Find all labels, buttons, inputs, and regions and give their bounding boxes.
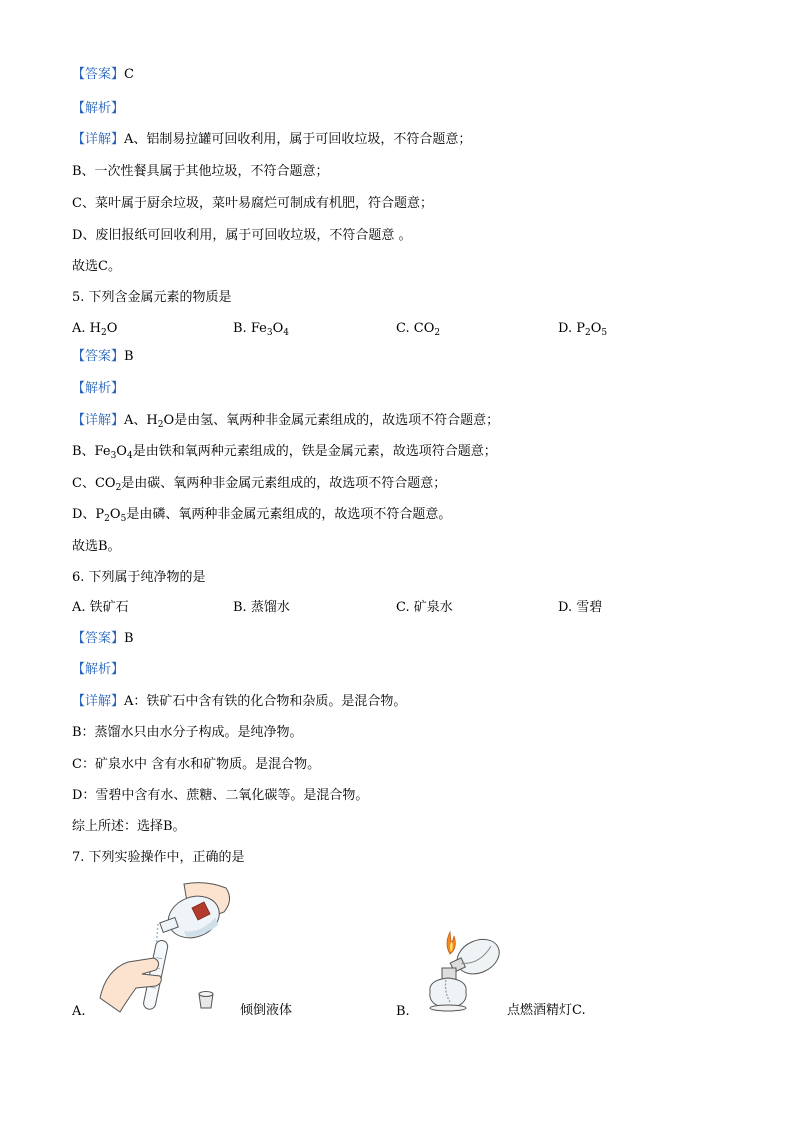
q4-detail-b: B、一次性餐具属于其他垃圾，不符合题意；: [72, 164, 329, 179]
q7-option-b-label: B.: [396, 1004, 410, 1019]
q6-option-a: A. 铁矿石: [72, 600, 129, 615]
q5-option-a: A. $H_2O$: [72, 321, 118, 338]
q7-stem: 7. 下列实验操作中，正确的是: [72, 850, 245, 865]
answer-tag: 【答案】: [72, 67, 125, 82]
q6-detail-b: B：蒸馏水只由水分子构成。是纯净物。: [72, 725, 303, 740]
q5-stem: 5. 下列含金属元素的物质是: [72, 290, 232, 305]
q6-detail-d: D：雪碧中含有水、蔗糖、二氧化碳等。是混合物。: [72, 788, 369, 803]
q5-conclusion: 故选B。: [72, 539, 121, 554]
q4-detail-a: [72, 131, 471, 149]
q6-option-d: D. 雪碧: [558, 600, 603, 615]
detail-text: A、铝制易拉罐可回收利用，属于可回收垃圾，不符合题意；: [124, 132, 472, 147]
q7-option-b-caption: 点燃酒精灯C.: [507, 1003, 586, 1018]
answer-value: C: [124, 67, 134, 82]
alcohol-lamp-figure: [420, 922, 510, 1018]
q5-detail-b: B、$Fe_3O_4$是由铁和氧两种元素组成的，铁是金属元素，故选项符合题意；: [72, 444, 497, 461]
analysis-tag: 【解析】: [72, 101, 125, 116]
q6-detail-c: C：矿泉水中 含有水和矿物质。是混合物。: [72, 757, 321, 772]
q6-detail-a: [72, 693, 406, 711]
detail-tag: 【详解】: [72, 413, 125, 428]
q4-detail-c: C、菜叶属于厨余垃圾，菜叶易腐烂可制成有机肥，符合题意；: [72, 196, 433, 211]
detail-tag: 【详解】: [72, 694, 125, 709]
q6-stem: 6. 下列属于纯净物的是: [72, 570, 206, 585]
analysis-tag: 【解析】: [72, 662, 125, 677]
q5-option-d: D. $P_2O_5$: [558, 321, 608, 338]
pouring-liquid-figure: [96, 878, 246, 1018]
q4-answer: [72, 66, 134, 84]
q6-conclusion: 综上所述：选择B。: [72, 819, 186, 834]
q4-detail-d: D、废旧报纸可回收利用，属于可回收垃圾，不符合题意 。: [72, 228, 412, 243]
analysis-tag: 【解析】: [72, 381, 125, 396]
q5-answer: [72, 348, 134, 366]
q7-option-a-label: A.: [72, 1004, 86, 1019]
q7-option-a-caption: 倾倒液体: [240, 1003, 293, 1018]
q5-detail-a: 【详解】A、$H_2O$是由氢、氧两种非金属元素组成的，故选项不符合题意；: [72, 413, 500, 430]
answer-value: B: [124, 349, 134, 364]
q6-option-b: B. 蒸馏水: [233, 600, 290, 615]
q5-option-c: C. $CO_2$: [396, 321, 441, 338]
q5-detail-c: C、$CO_2$是由碳、氧两种非金属元素组成的，故选项不符合题意；: [72, 476, 447, 493]
q5-option-b: B. $Fe_3O_4$: [233, 321, 289, 338]
answer-tag: 【答案】: [72, 349, 125, 364]
q6-answer: [72, 630, 134, 648]
q4-conclusion: 故选C。: [72, 259, 121, 274]
q4-analysis: [72, 100, 124, 118]
q6-option-c: C. 矿泉水: [396, 600, 453, 615]
q5-detail-d: D、$P_2O_5$是由磷、氧两种非金属元素组成的，故选项不符合题意。: [72, 507, 452, 524]
detail-text: A：铁矿石中含有铁的化合物和杂质。是混合物。: [124, 694, 407, 709]
detail-tag: 【详解】: [72, 132, 125, 147]
answer-value: B: [124, 631, 134, 646]
stopper-icon: [196, 990, 216, 1012]
answer-tag: 【答案】: [72, 631, 125, 646]
q6-analysis: [72, 661, 124, 679]
q5-analysis: [72, 380, 124, 398]
